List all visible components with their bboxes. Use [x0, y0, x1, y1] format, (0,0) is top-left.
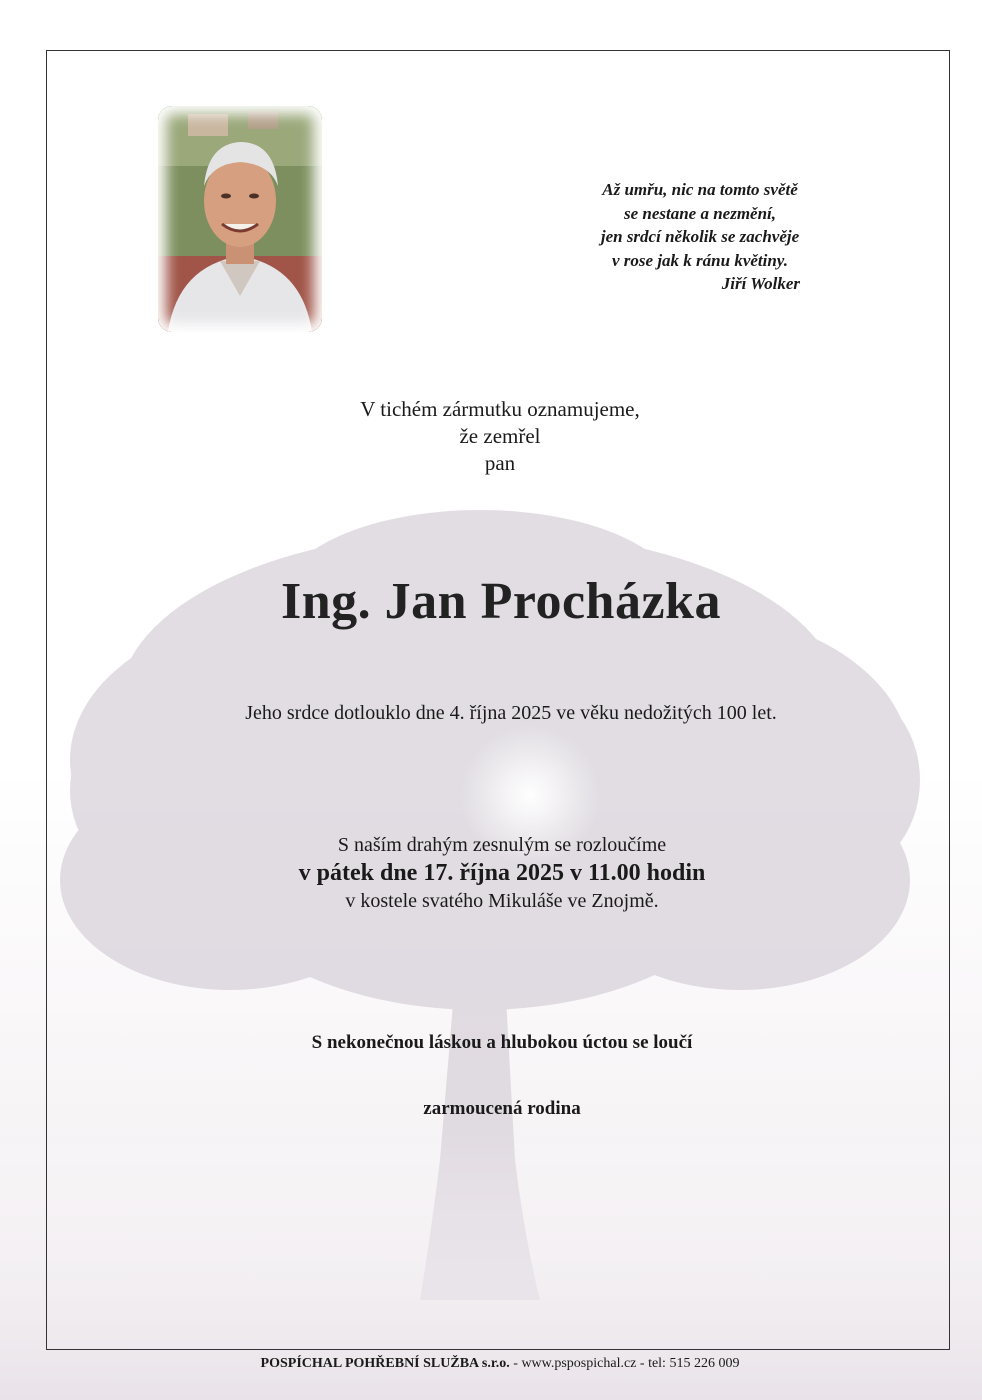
poem-line-3: jen srdcí několik se zachvěje — [600, 227, 800, 246]
funeral-details — [150, 832, 854, 914]
company-website: www.pspospichal.cz — [521, 1356, 637, 1371]
funeral-date-time: v pátek dne 17. října 2025 v 11.00 hodin — [298, 860, 706, 886]
portrait-photo — [158, 106, 322, 332]
farewell-line-1: S naším drahým zesnulým se rozloučíme — [337, 834, 667, 856]
footer-separator-2: - — [636, 1356, 649, 1371]
footer-separator-1: - — [509, 1356, 522, 1371]
poem-author: Jiří Wolker — [721, 274, 800, 293]
closing-line: S nekonečnou láskou a hlubokou úctou se loučí — [311, 1032, 693, 1053]
poem-line-1: Až umřu, nic na tomto světě — [602, 180, 798, 199]
announcement-intro — [200, 396, 800, 477]
funeral-location: v kostele svatého Mikuláše ve Znojmě. — [345, 890, 659, 912]
intro-line-1: V tichém zármutku oznamujeme, — [360, 397, 640, 421]
funeral-service-footer — [100, 1356, 900, 1372]
intro-line-2: že zemřel — [459, 424, 541, 448]
intro-line-3: pan — [484, 451, 516, 475]
company-name: POSPÍCHAL POHŘEBNÍ SLUŽBA s.r.o. — [260, 1356, 510, 1371]
deceased-name: Ing. Jan Procházka — [281, 573, 721, 630]
death-notice: Jeho srdce dotlouklo dne 4. října 2025 ve věku nedožitých 100 let. — [245, 702, 777, 724]
poem-line-2: se nestane a nezmění, — [623, 203, 777, 223]
company-phone: tel: 515 226 009 — [648, 1356, 740, 1371]
memorial-poem — [540, 178, 860, 296]
family-signature: zarmoucená rodina — [423, 1098, 581, 1119]
poem-line-4: v rose jak k ránu květiny. — [612, 250, 788, 270]
